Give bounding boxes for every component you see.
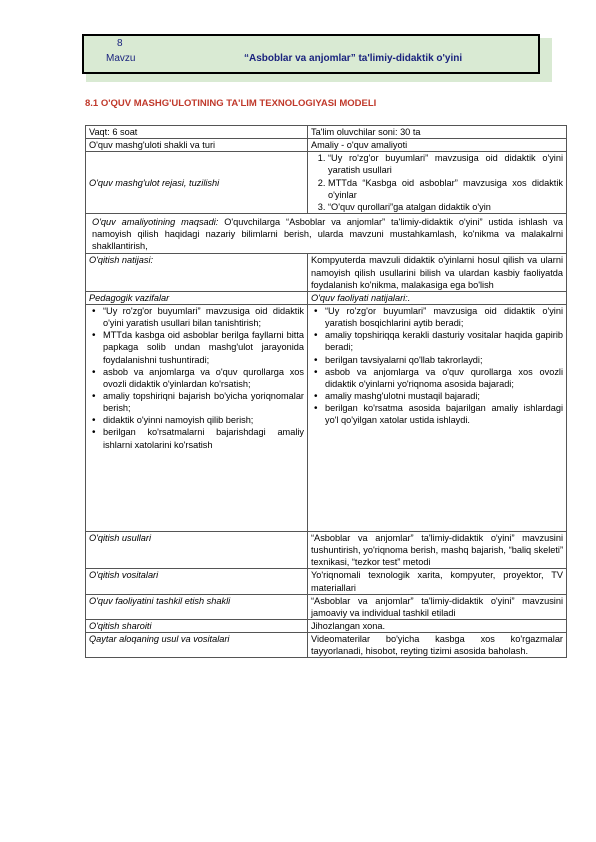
table-row — [86, 569, 567, 594]
table-row — [86, 139, 567, 152]
result-label: O'qitish natijasi: — [86, 254, 308, 291]
methods-value: “Asboblar va anjomlar” ta'limiy-didaktik o'yini” mavzusini tushuntirish, yo'riqnoma berish, mashq bajarish, “baliq skeleti” texnikasi, “tezkor test” metodi — [308, 531, 567, 568]
lesson-plan-label — [86, 152, 308, 214]
table-row — [86, 152, 567, 214]
pedagogical-tasks-list — [89, 305, 304, 451]
list-item: 2. MTTda “Kasbga oid asboblar” mavzusiga xos didaktik o'yinlar — [328, 177, 563, 201]
topic-label: Mavzu — [106, 53, 136, 64]
list-item: 3. “O'quv qurollari”ga atalgan didaktik o'yin — [328, 201, 563, 213]
tasks-header-left: Pedagogik vazifalar — [86, 291, 308, 304]
goal-text: O'quvchilarga “Asboblar va anjomlar” ta'limiy-didaktik o'yini” ustida ishlash va namoyish qilish haqidagi nazariy bilimlarni berish, ularda mavzuni mustahkamlash, ko'nikma va malakalrni shakllantirish, — [92, 216, 563, 252]
duration-cell: Vaqt: 6 soat — [86, 126, 308, 139]
table-row — [86, 304, 567, 531]
organization-label: O'quv faoliyatini tashkil etish shakli — [86, 594, 308, 619]
list-item: • MTTda kasbga oid asboblar berilga fayllarni bitta papkaga solib undan mashg'ulot jarayonida foydalanishni tushuntiradi; — [103, 329, 304, 365]
list-item: • “Uy ro'zg'or buyumlari” mavzusiga oid didaktik o'yini yaratish usullari bilan tanishtirish; — [103, 305, 304, 329]
lesson-plan-cell — [308, 152, 567, 214]
tasks-header-right: O'quv faoliyati natijalari:. — [308, 291, 567, 304]
conditions-value: Jihozlangan xona. — [308, 619, 567, 632]
tools-label: O'qitish vositalari — [86, 569, 308, 594]
topic-header — [82, 34, 540, 74]
lesson-plan-list — [311, 152, 563, 213]
list-item: • amaliy topshiriqni bajarish bo'yicha yoriqnomalar berish; — [103, 390, 304, 414]
table-row — [86, 126, 567, 139]
list-item: • amaliy mashg'ulotni mustaqil bajaradi; — [325, 390, 563, 402]
tools-value: Yo'riqnomali texnologik xarita, kompyuter, proyektor, TV materiallari — [308, 569, 567, 594]
feedback-value: Videomaterilar bo'yicha kasbga xos ko'rgazmalar tayyorlanadi, hisobot, reyting tizimi asosida baholash. — [308, 633, 567, 658]
table-row — [86, 254, 567, 291]
list-item: 1. “Uy ro'zg'or buyumlari” mavzusiga oid didaktik o'yini yaratish usullari — [328, 152, 563, 176]
conditions-label: O'qitish sharoiti — [86, 619, 308, 632]
learning-results-list — [311, 305, 563, 426]
list-item: • amaliy topshiriqqa kerakli dasturiy vositalar haqida gapirib beradi; — [325, 329, 563, 353]
organization-value: “Asboblar va anjomlar” ta'limiy-didaktik o'yini” mavzusini jamoaviy va individual tashkil etiladi — [308, 594, 567, 619]
list-item: • berilgan ko'rsatma asosida bajarilgan amaliy ishlardagi yo'l qo'yilgan xatolar ustida ishlaydi. — [325, 402, 563, 426]
table-row — [86, 213, 567, 253]
goal-cell — [86, 213, 567, 253]
section-title: 8.1 O'QUV MASHG'ULOTINING TA'LIM TEXNOLOGIYASI MODELI — [85, 98, 377, 109]
table-row — [86, 633, 567, 658]
list-item: • didaktik o'yinni namoyish qilib berish; — [103, 414, 304, 426]
students-count-cell: Ta'lim oluvchilar soni: 30 ta — [308, 126, 567, 139]
table-row — [86, 291, 567, 304]
list-item: • berilgan tavsiyalarni qo'llab takrorlaydi; — [325, 354, 563, 366]
list-item: • “Uy ro'zg'or buyumlari” mavzusiga oid didaktik o'yini yaratish bosqichlarini aytib beradi; — [325, 305, 563, 329]
lesson-plan-label-text: O'quv mashg'ulot rejasi, tuzilishi — [89, 177, 220, 188]
goal-label: O'quv amaliyotining maqsadi: — [92, 216, 219, 227]
table-row — [86, 594, 567, 619]
list-item: • asbob va anjomlarga va o'quv qurollarga xos ovozli didaktik o'yinlardan ko'rsatish; — [103, 366, 304, 390]
result-value: Kompyuterda mavzuli didaktik o'yinlarni hosul qilish va ularni namoyish qilish usullarini bilish va ulardan kasbiy faoliyatda foydalanish ko'nikma, malakasiga ega bo'lish — [308, 254, 567, 291]
methods-label: O'qitish usullari — [86, 531, 308, 568]
list-item: • berilgan ko'rsatmalarni bajarishdagi amaliy ishlarni xatolarini ko'rsatish — [103, 426, 304, 450]
pedagogical-tasks-cell — [86, 304, 308, 531]
table-row — [86, 619, 567, 632]
lesson-form-label: O'quv mashg'uloti shakli va turi — [86, 139, 308, 152]
table-row — [86, 531, 567, 568]
list-item: • asbob va anjomlarga va o'quv qurollarga xos ovozli didaktik o'yinlarni yo'riqnoma asosida bajaradi; — [325, 366, 563, 390]
topic-number: 8 — [117, 38, 123, 49]
feedback-label: Qaytar aloqaning usul va vositalari — [86, 633, 308, 658]
lesson-model-table — [85, 125, 567, 658]
topic-title: “Asboblar va anjomlar” ta'limiy-didaktik o'yini — [244, 53, 463, 64]
lesson-form-value: Amaliy - o'quv amaliyoti — [308, 139, 567, 152]
learning-results-cell — [308, 304, 567, 531]
